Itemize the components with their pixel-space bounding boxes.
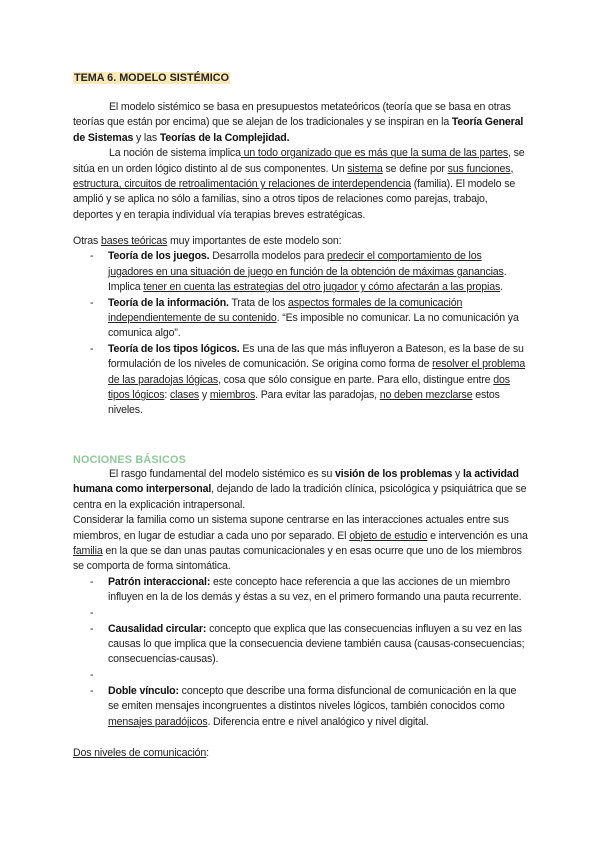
underlined-term: resolver el problema de las paradojas lógicas	[108, 358, 526, 386]
underlined-term: un todo organizado que es más que la suma de las partes	[240, 147, 509, 160]
list-item	[73, 342, 528, 419]
text-run: . Diferencia entre e nivel analógico y nivel digital.	[207, 715, 429, 728]
page-title-text: TEMA 6. MODELO SISTÉMICO	[74, 72, 229, 84]
text-run: concepto que explica que las consecuencias influyen a su vez en las causas lo que implica que la consecuencia deviene también causa (causas-consecuencias; consecuencias-causas).	[108, 622, 525, 666]
text-run: y	[452, 468, 463, 480]
underlined-term: miembros	[209, 389, 256, 402]
text-run: . Para evitar las paradojas,	[255, 389, 380, 402]
list-item	[73, 684, 528, 730]
spacer	[73, 730, 528, 746]
text-run: Considerar la familia como un sistema supone centrarse en las interacciones actuales entre sus miembros, en lugar de estudiar a cada uno por separado. El	[73, 514, 509, 542]
bold-term: Causalidad circular:	[108, 622, 207, 635]
text-run: .	[500, 281, 503, 294]
text-run: Desarrolla modelos para	[209, 250, 327, 263]
text-run: este concepto hace referencia a que las acciones de un miembro influyen en la de los demás y éstas a su vez, en el primero formando una pauta recurrente.	[108, 575, 522, 604]
underlined-term: predecir el comportamiento de los jugadores en una situación de juego en función de la obtención de máximas ganancias	[108, 250, 504, 278]
underlined-term: sus funciones, estructura, circuitos de retroalimentación y relaciones de interdependencia	[73, 162, 514, 191]
nociones-paragraph-1	[73, 467, 528, 513]
text-run: Trata de los	[228, 296, 288, 309]
intro-paragraph-1	[73, 100, 528, 146]
page-title	[73, 72, 230, 84]
nociones-section	[73, 467, 528, 762]
text-run: estos niveles.	[108, 389, 500, 417]
bold-term: Doble vínculo:	[108, 684, 179, 697]
text-run: Otras	[73, 235, 101, 247]
underlined-term: familia	[73, 545, 103, 558]
spacer	[73, 606, 528, 622]
list-item	[73, 249, 528, 295]
text-run: La noción de sistema implica	[109, 147, 241, 160]
text-run: . Implica	[108, 265, 507, 294]
bold-term: Teorías de la Complejidad	[159, 131, 287, 144]
underlined-term: dos tipos lógicos	[108, 373, 510, 402]
text-run: muy importantes de este modelo son:	[167, 235, 342, 247]
underlined-term: clases	[169, 389, 200, 402]
underlined-term: sistema	[347, 162, 383, 175]
bold-term: Patrón interaccional:	[108, 575, 211, 588]
text-run: .	[286, 131, 290, 144]
text-run: , dejando de lado la tradición clínica, psicológica y psiquiátrica que se centra en la explicación intrapersonal.	[73, 483, 527, 511]
text-run: Es una de las que más influyeron a Bateson, es la base de su formulación de los niveles de comunicación. Se origina como forma de	[108, 342, 524, 371]
text-run: El modelo sistémico se basa en presupuestos metateóricos (teoría que se basa en otras teorías que están por encima) que se alejan de los tradicionales y se inspiran en la	[73, 101, 511, 129]
intro-paragraph-2	[73, 146, 528, 223]
text-run: :	[206, 747, 209, 760]
nociones-paragraph-2	[73, 513, 528, 575]
text-run: e intervención es una	[427, 529, 528, 542]
text-run: :	[164, 389, 170, 402]
text-run: , cosa que sólo consigue en parte. Para ello, distingue entre	[218, 373, 494, 386]
bases-section	[73, 234, 528, 419]
list-item	[73, 575, 528, 606]
bold-term: Teoría de los juegos.	[108, 250, 210, 263]
bold-term: la actividad humana como interpersonal	[73, 468, 519, 496]
underlined-term: aspectos formales de la comunicación independientemente de su contenido	[108, 296, 463, 325]
underlined-term: Dos niveles de comunicación	[73, 747, 207, 760]
list-item	[73, 622, 528, 668]
underlined-term: no deben mezclarse	[379, 389, 473, 402]
list-item	[73, 296, 528, 342]
nociones-list	[73, 575, 528, 730]
spacer	[73, 668, 528, 684]
text-run: El rasgo fundamental del modelo sistémico es su	[109, 468, 335, 480]
underlined-term: bases teóricas	[100, 235, 168, 247]
section-heading: NOCIONES BÁSICOS	[73, 454, 186, 466]
text-run: y las	[133, 131, 160, 144]
intro-section	[73, 100, 528, 223]
bold-term: Teoría General de Sistemas	[73, 116, 524, 144]
text-run: se define por	[382, 162, 448, 175]
text-run: (familia). El modelo se amplió y se aplica no sólo a familias, sino a otros tipos de relaciones como parejas, trabajo, deportes y en terapia individual vía terapias breves estratégicas.	[73, 178, 516, 221]
text-run: en la que se dan unas pautas comunicacionales y en esas ocurre que uno de los miembros se comporta de forma sintomática.	[73, 545, 522, 573]
bold-term: visión de los problemas	[334, 468, 453, 480]
text-run: y	[199, 389, 210, 402]
bases-list	[73, 249, 528, 418]
bold-term: Teoría de la información.	[108, 296, 229, 309]
bases-lead	[73, 234, 528, 249]
underlined-term: objeto de estudio	[349, 529, 428, 542]
text-run: concepto que describe una forma disfuncional de comunicación en la que se emiten mensajes incongruentes a distintos niveles lógicos, también conocidos como	[108, 684, 517, 713]
text-run: . “Es imposible no comunicar. La no comunicación ya comunica algo”.	[108, 312, 519, 340]
footer-heading	[73, 746, 528, 761]
bold-term: Teoría de los tipos lógicos.	[108, 342, 240, 355]
underlined-term: tener en cuenta las estrategias del otro jugador y cómo afectarán a las propias	[143, 281, 501, 294]
underlined-term: mensajes paradójicos	[108, 715, 208, 728]
text-run: , se sitúa en un orden lógico distinto al de sus componentes. Un	[73, 147, 525, 175]
